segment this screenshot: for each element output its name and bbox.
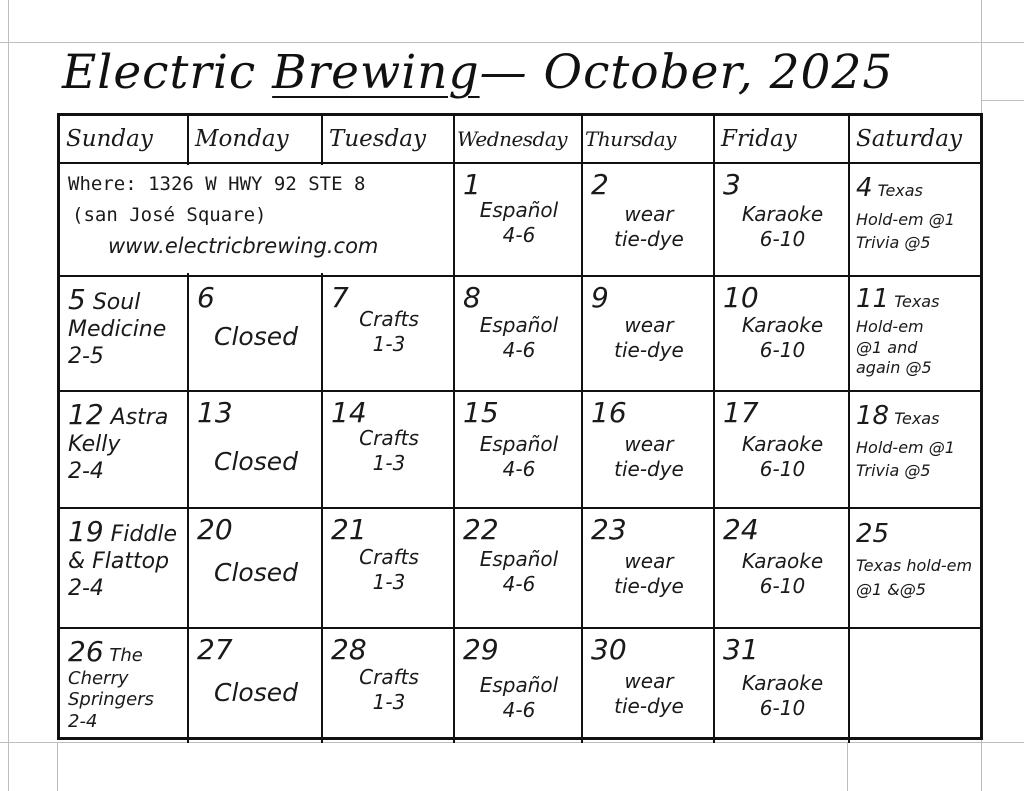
weekday-header <box>715 116 850 164</box>
day-cell <box>189 629 323 743</box>
date-number: 20 <box>197 513 233 546</box>
date-number: 28 <box>331 633 367 666</box>
day-cell <box>715 164 850 277</box>
day-cell <box>323 509 455 629</box>
event-text: Karaoke 6-10 <box>741 313 824 362</box>
date-number: 29 <box>463 633 499 666</box>
event-text <box>68 515 183 603</box>
event-text: Español 4-6 <box>479 313 559 362</box>
event-text: Español 4-6 <box>479 198 559 247</box>
weekday-label: Monday <box>195 126 289 152</box>
page-title <box>62 38 912 108</box>
event-text: Closed <box>214 678 298 707</box>
event-text <box>856 515 978 602</box>
weekday-label: Saturday <box>856 126 962 152</box>
event-text <box>68 635 183 732</box>
date-number: 10 <box>723 281 759 314</box>
event-text: Español 4-6 <box>479 547 559 596</box>
date-number: 4 <box>856 173 873 203</box>
date-number: 12 <box>68 398 104 431</box>
event-body: Texas Hold-em @1 Trivia @5 <box>856 181 955 252</box>
event-text <box>68 398 183 486</box>
weekday-label: Friday <box>721 126 797 152</box>
day-cell <box>455 164 583 277</box>
day-cell <box>715 509 850 629</box>
day-cell <box>189 392 323 509</box>
event-text: wear tie-dye <box>614 549 684 598</box>
day-cell <box>583 392 715 509</box>
event-body: Texas hold-em @1 &@5 <box>856 556 973 599</box>
event-body: Texas Hold-em @1 and again @5 <box>856 292 940 378</box>
day-cell <box>715 277 850 392</box>
date-number: 6 <box>197 281 215 314</box>
event-body: Fiddle & Flattop 2-4 <box>68 522 177 601</box>
day-cell <box>715 392 850 509</box>
day-cell <box>60 509 189 629</box>
weekday-label: Thursday <box>585 127 676 151</box>
day-cell <box>60 277 189 392</box>
event-text: Español 4-6 <box>479 673 559 722</box>
event-text: wear tie-dye <box>614 432 684 481</box>
day-cell <box>850 392 980 509</box>
date-number: 17 <box>723 396 759 429</box>
event-text: Closed <box>214 558 298 587</box>
date-number: 22 <box>463 513 499 546</box>
event-body: The Cherry Springers 2-4 <box>68 645 154 732</box>
event-text: Closed <box>214 447 298 476</box>
guide-line <box>8 0 9 791</box>
guide-line <box>847 742 848 791</box>
day-cell <box>60 392 189 509</box>
event-text: Español 4-6 <box>479 432 559 481</box>
weekday-header <box>189 116 323 164</box>
date-number: 18 <box>856 401 890 431</box>
date-number: 14 <box>331 396 367 429</box>
day-cell <box>60 629 189 743</box>
event-text <box>856 283 978 379</box>
guide-line <box>981 100 1024 101</box>
event-text: Karaoke 6-10 <box>741 549 824 598</box>
event-text <box>68 283 183 371</box>
location-info <box>60 165 452 273</box>
day-cell <box>455 392 583 509</box>
date-number: 5 <box>68 283 86 316</box>
event-text: wear tie-dye <box>614 202 684 251</box>
title-main: Electric <box>62 45 273 100</box>
event-text: wear tie-dye <box>614 313 684 362</box>
date-number: 9 <box>591 281 609 314</box>
address-landmark: (san José Square) <box>72 204 267 226</box>
date-number: 11 <box>856 284 890 314</box>
website-link[interactable]: www.electricbrewing.com <box>108 234 379 258</box>
day-cell <box>583 629 715 743</box>
date-number: 25 <box>856 519 890 549</box>
event-body: Astra Kelly 2-4 <box>68 405 169 484</box>
event-text: Crafts 1-3 <box>359 665 419 714</box>
event-text <box>856 398 978 482</box>
weekday-header <box>323 116 455 164</box>
date-number: 3 <box>723 168 741 201</box>
day-cell <box>323 629 455 743</box>
date-number: 13 <box>197 396 233 429</box>
date-number: 26 <box>68 635 104 668</box>
event-text: Crafts 1-3 <box>359 307 419 356</box>
event-text: Karaoke 6-10 <box>741 671 824 720</box>
address-line: Where: 1326 W HWY 92 STE 8 <box>68 173 366 195</box>
event-text: Karaoke 6-10 <box>741 432 824 481</box>
event-text: wear tie-dye <box>614 669 684 718</box>
day-cell <box>850 164 980 277</box>
day-cell <box>455 509 583 629</box>
day-cell-empty <box>850 629 980 743</box>
date-number: 23 <box>591 513 627 546</box>
title-rest: — October, 2025 <box>479 45 894 100</box>
weekday-header <box>455 116 583 164</box>
day-cell <box>850 509 980 629</box>
day-cell <box>583 277 715 392</box>
day-cell <box>323 392 455 509</box>
weekday-header <box>850 116 980 164</box>
guide-line <box>57 742 58 791</box>
event-text: Closed <box>214 322 298 351</box>
event-text <box>856 170 978 254</box>
date-number: 31 <box>723 633 759 666</box>
date-number: 24 <box>723 513 759 546</box>
weekday-label: Wednesday <box>457 127 568 151</box>
date-number: 7 <box>331 281 349 314</box>
date-number: 15 <box>463 396 499 429</box>
day-cell <box>189 277 323 392</box>
date-number: 16 <box>591 396 627 429</box>
event-body: Soul Medicine 2-5 <box>68 290 167 369</box>
weekday-header <box>583 116 715 164</box>
date-number: 30 <box>591 633 627 666</box>
day-cell <box>189 509 323 629</box>
day-cell <box>583 164 715 277</box>
event-text: Crafts 1-3 <box>359 545 419 594</box>
day-cell <box>323 277 455 392</box>
event-body: Texas Hold-em @1 Trivia @5 <box>856 409 955 480</box>
day-cell <box>715 629 850 743</box>
weekday-label: Sunday <box>66 126 153 152</box>
date-number: 21 <box>331 513 367 546</box>
date-number: 2 <box>591 168 609 201</box>
date-number: 8 <box>463 281 481 314</box>
day-cell <box>583 509 715 629</box>
day-cell <box>455 277 583 392</box>
date-number: 19 <box>68 515 104 548</box>
weekday-header <box>60 116 189 164</box>
weekday-label: Tuesday <box>329 126 426 152</box>
date-number: 27 <box>197 633 233 666</box>
day-cell <box>455 629 583 743</box>
title-underlined: Brewing <box>272 45 480 100</box>
event-text: Karaoke 6-10 <box>741 202 824 251</box>
date-number: 1 <box>463 168 481 201</box>
day-cell <box>850 277 980 392</box>
event-text: Crafts 1-3 <box>359 426 419 475</box>
